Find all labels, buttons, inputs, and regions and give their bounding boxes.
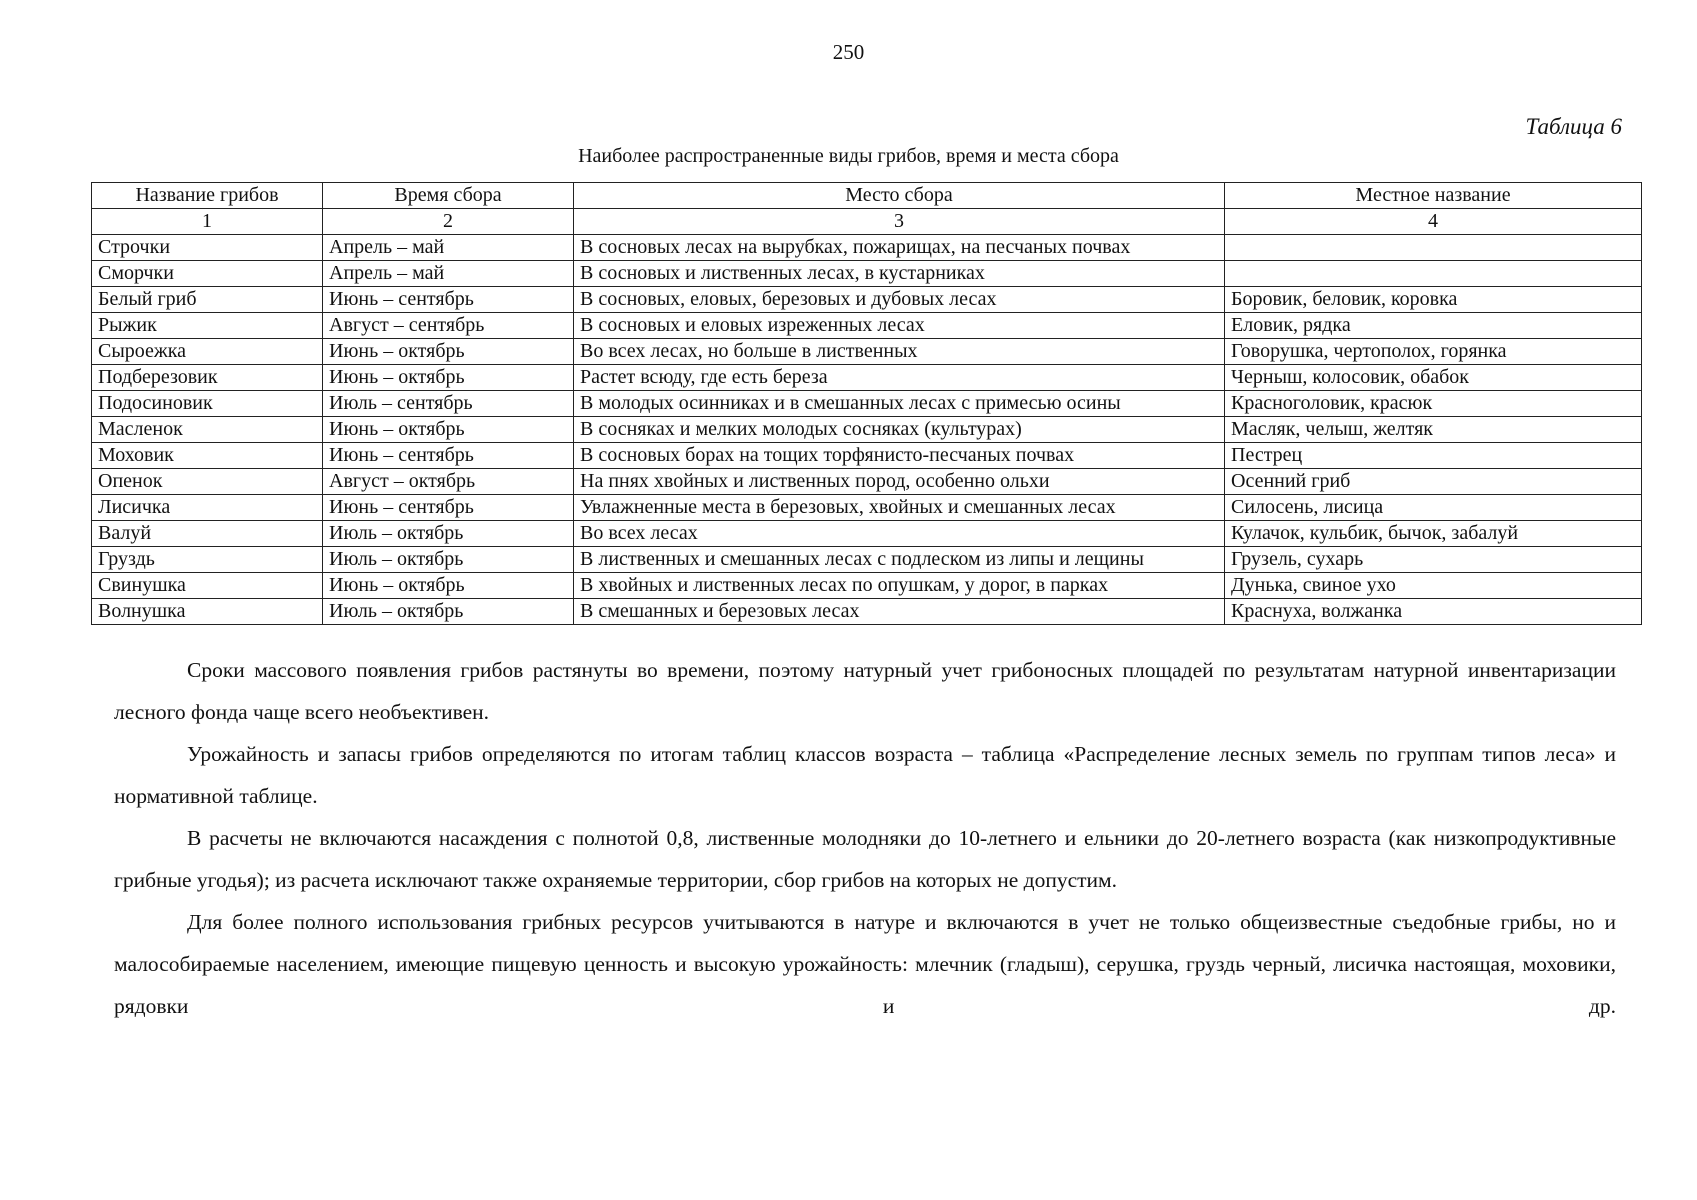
column-number: 3 — [574, 209, 1225, 235]
cell-collection-time: Июнь – сентябрь — [323, 495, 574, 521]
cell-mushroom-name: Груздь — [92, 547, 323, 573]
cell-collection-time: Июль – октябрь — [323, 521, 574, 547]
table-row — [92, 521, 1642, 547]
cell-collection-place: В сосняках и мелких молодых сосняках (культурах) — [574, 417, 1225, 443]
paragraph: В расчеты не включаются насаждения с полнотой 0,8, лиственные молодняки до 10-летнего и ельники до 20-летнего возраста (как низкопродуктивные грибные угодья); из расчета исключают также охраняемые территории, сбор грибов на которых не допустим. — [114, 826, 1616, 892]
paragraph: Сроки массового появления грибов растянуты во времени, поэтому натурный учет грибоносных площадей по результатам натурной инвентаризации лесного фонда чаще всего необъективен. — [114, 658, 1616, 724]
cell-mushroom-name: Сыроежка — [92, 339, 323, 365]
cell-mushroom-name: Белый гриб — [92, 287, 323, 313]
cell-local-name: Силосень, лисица — [1225, 495, 1642, 521]
cell-collection-place: В сосновых и лиственных лесах, в кустарниках — [574, 261, 1225, 287]
cell-collection-place: В лиственных и смешанных лесах с подлеском из липы и лещины — [574, 547, 1225, 573]
cell-collection-place: В молодых осинниках и в смешанных лесах с примесью осины — [574, 391, 1225, 417]
cell-collection-time: Июль – октябрь — [323, 547, 574, 573]
cell-local-name: Еловик, рядка — [1225, 313, 1642, 339]
column-number: 4 — [1225, 209, 1642, 235]
mushroom-table — [91, 182, 1642, 625]
cell-mushroom-name: Рыжик — [92, 313, 323, 339]
body-text — [114, 649, 1616, 1027]
cell-collection-place: Увлажненные места в березовых, хвойных и смешанных лесах — [574, 495, 1225, 521]
cell-mushroom-name: Свинушка — [92, 573, 323, 599]
table-row — [92, 417, 1642, 443]
cell-collection-place: Растет всюду, где есть береза — [574, 365, 1225, 391]
header-collection-time: Время сбора — [323, 183, 574, 209]
table-row — [92, 443, 1642, 469]
table-row — [92, 573, 1642, 599]
paragraph: Урожайность и запасы грибов определяются по итогам таблиц классов возраста – таблица «Распределение лесных земель по группам типов леса» и нормативной таблице. — [114, 742, 1616, 808]
cell-mushroom-name: Масленок — [92, 417, 323, 443]
column-number: 1 — [92, 209, 323, 235]
cell-mushroom-name: Сморчки — [92, 261, 323, 287]
cell-local-name: Черныш, колосовик, обабок — [1225, 365, 1642, 391]
table-row — [92, 313, 1642, 339]
cell-mushroom-name: Лисичка — [92, 495, 323, 521]
cell-collection-time: Июнь – октябрь — [323, 573, 574, 599]
table-label: Таблица 6 — [1525, 114, 1622, 139]
cell-collection-time: Июнь – октябрь — [323, 339, 574, 365]
cell-local-name: Масляк, челыш, желтяк — [1225, 417, 1642, 443]
cell-local-name: Пестрец — [1225, 443, 1642, 469]
table-row — [92, 287, 1642, 313]
cell-local-name: Кулачок, кульбик, бычок, забалуй — [1225, 521, 1642, 547]
cell-collection-place: Во всех лесах, но больше в лиственных — [574, 339, 1225, 365]
cell-collection-place: На пнях хвойных и лиственных пород, особенно ольхи — [574, 469, 1225, 495]
cell-local-name: Говорушка, чертополох, горянка — [1225, 339, 1642, 365]
cell-collection-time: Апрель – май — [323, 261, 574, 287]
table-row — [92, 365, 1642, 391]
table-row — [92, 261, 1642, 287]
cell-mushroom-name: Строчки — [92, 235, 323, 261]
cell-mushroom-name: Моховик — [92, 443, 323, 469]
cell-local-name: Дунька, свиное ухо — [1225, 573, 1642, 599]
table-row — [92, 469, 1642, 495]
cell-mushroom-name: Опенок — [92, 469, 323, 495]
paragraph: Для более полного использования грибных ресурсов учитываются в натуре и включаются в учет не только общеизвестные съедобные грибы, но и малособираемые населением, имеющие пищевую ценность и высокую урожайность: млечник (гладыш), серушка, груздь черный, лисичка настоящая, моховики, рядовки и др. — [114, 910, 1616, 1018]
header-mushroom-name: Название грибов — [92, 183, 323, 209]
cell-collection-time: Июнь – сентябрь — [323, 443, 574, 469]
cell-mushroom-name: Волнушка — [92, 599, 323, 625]
cell-local-name: Краснуха, волжанка — [1225, 599, 1642, 625]
cell-collection-time: Июнь – сентябрь — [323, 287, 574, 313]
cell-mushroom-name: Подберезовик — [92, 365, 323, 391]
cell-collection-place: В сосновых, еловых, березовых и дубовых лесах — [574, 287, 1225, 313]
cell-collection-time: Август – октябрь — [323, 469, 574, 495]
cell-collection-time: Июль – октябрь — [323, 599, 574, 625]
cell-collection-time: Август – сентябрь — [323, 313, 574, 339]
cell-collection-time: Апрель – май — [323, 235, 574, 261]
cell-local-name: Грузель, сухарь — [1225, 547, 1642, 573]
table-row — [92, 599, 1642, 625]
cell-mushroom-name: Подосиновик — [92, 391, 323, 417]
header-local-name: Местное название — [1225, 183, 1642, 209]
cell-mushroom-name: Валуй — [92, 521, 323, 547]
table-row — [92, 547, 1642, 573]
cell-collection-place: В сосновых и еловых изреженных лесах — [574, 313, 1225, 339]
cell-collection-time: Июнь – октябрь — [323, 365, 574, 391]
cell-local-name: Боровик, беловик, коровка — [1225, 287, 1642, 313]
table-row — [92, 235, 1642, 261]
cell-collection-place: В хвойных и лиственных лесах по опушкам, у дорог, в парках — [574, 573, 1225, 599]
column-number-row — [92, 209, 1642, 235]
cell-collection-time: Июль – сентябрь — [323, 391, 574, 417]
table-row — [92, 391, 1642, 417]
cell-collection-place: Во всех лесах — [574, 521, 1225, 547]
cell-local-name: Осенний гриб — [1225, 469, 1642, 495]
cell-collection-place: В сосновых борах на тощих торфянисто-песчаных почвах — [574, 443, 1225, 469]
cell-collection-place: В сосновых лесах на вырубках, пожарищах, на песчаных почвах — [574, 235, 1225, 261]
page-number: 250 — [832, 40, 865, 64]
table-header-row — [92, 183, 1642, 209]
cell-local-name — [1225, 261, 1642, 287]
cell-local-name — [1225, 235, 1642, 261]
table-title: Наиболее распространенные виды грибов, время и места сбора — [578, 145, 1119, 167]
cell-collection-time: Июнь – октябрь — [323, 417, 574, 443]
cell-collection-place: В смешанных и березовых лесах — [574, 599, 1225, 625]
cell-local-name: Красноголовик, красюк — [1225, 391, 1642, 417]
table-row — [92, 495, 1642, 521]
column-number: 2 — [323, 209, 574, 235]
table-row — [92, 339, 1642, 365]
header-collection-place: Место сбора — [574, 183, 1225, 209]
